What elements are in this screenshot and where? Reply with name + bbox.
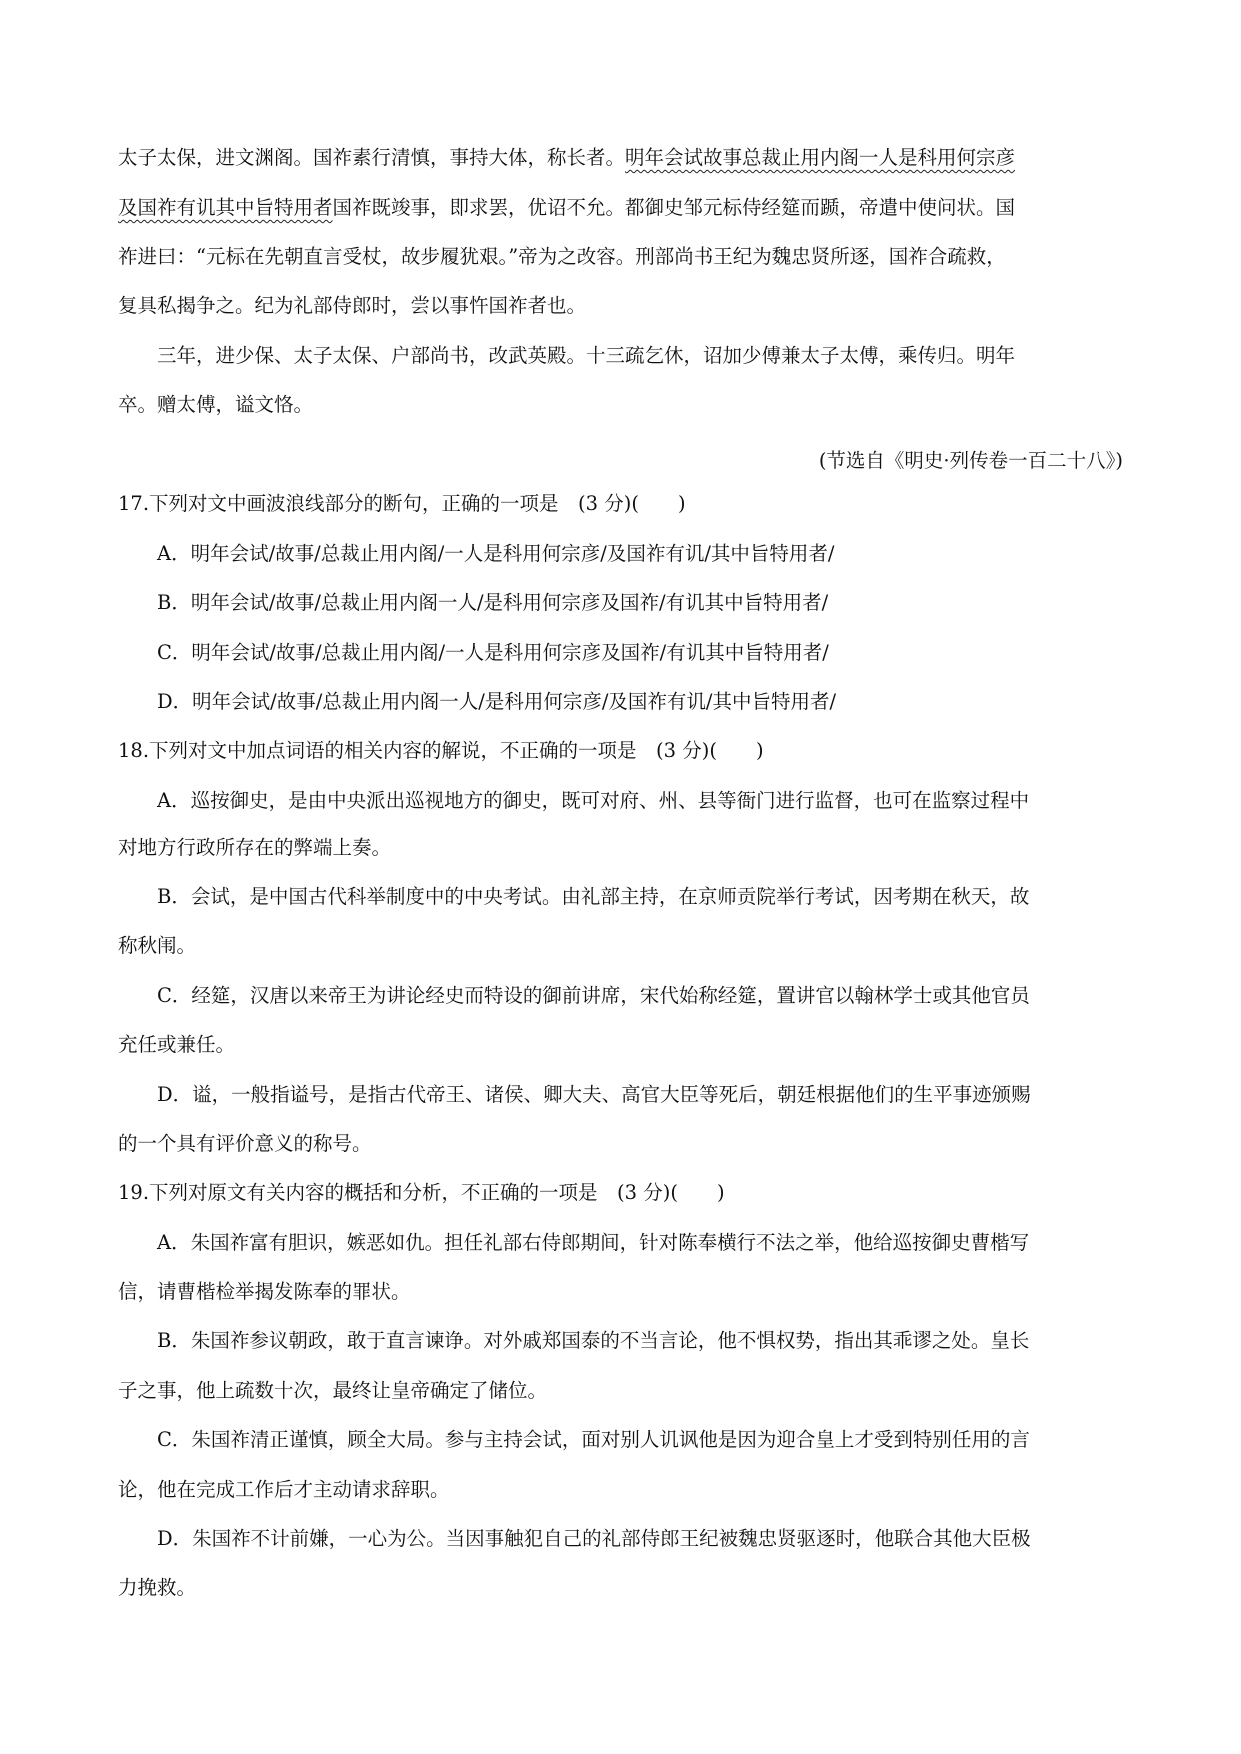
q19-option-b-line1: B．朱国祚参议朝政，敢于直言谏诤。对外戚郑国泰的不当言论，他不惧权势，指出其乖谬之处。皇长 — [157, 1329, 1030, 1352]
q18-option-a-line2: 对地方行政所存在的弊端上奏。 — [118, 836, 392, 859]
q19-option-d-line2: 力挽救。 — [118, 1576, 197, 1599]
passage-line: 祚进曰：“元标在先朝直言受杖，故步履犹艰。”帝为之改容。刑部尚书王纪为魏忠贤所逐，国祚合疏救， — [118, 245, 1006, 268]
q19-option-b-line2: 子之事，他上疏数十次，最终让皇帝确定了储位。 — [118, 1379, 548, 1402]
q17-option-d: D．明年会试/故事/总裁止用内阁一人/是科用何宗彦/及国祚有讥/其中旨特用者/ — [157, 690, 837, 713]
question-19-stem: 19.下列对原文有关内容的概括和分析，不正确的一项是 (3 分)( ) — [118, 1181, 725, 1204]
q19-option-c-line2: 论，他在完成工作后才主动请求辞职。 — [118, 1478, 450, 1501]
question-18-stem: 18.下列对文中加点词语的相关内容的解说，不正确的一项是 (3 分)( ) — [118, 739, 764, 762]
wavy-underlined-text: 及国祚有讥其中旨特用者 — [118, 196, 333, 219]
q17-option-b: B．明年会试/故事/总裁止用内阁一人/是科用何宗彦及国祚/有讥其中旨特用者/ — [157, 591, 829, 614]
q18-option-a-line1: A．巡按御史，是由中央派出巡视地方的御史，既可对府、州、县等衙门进行监督，也可在监察过程中 — [157, 789, 1030, 812]
passage-text: 国祚既竣事，即求罢，优诏不允。都御史邹元标侍经筵而踬，帝遣中使问状。国 — [332, 196, 1016, 219]
q19-option-a-line2: 信，请曹楷检举揭发陈奉的罪状。 — [118, 1280, 411, 1303]
passage-line: 卒。赠太傅，谥文恪。 — [118, 393, 314, 416]
q19-option-c-line1: C．朱国祚清正谨慎，顾全大局。参与主持会试，面对别人讥讽他是因为迎合皇上才受到特别任用的言 — [157, 1428, 1030, 1451]
q19-option-d-line1: D．朱国祚不计前嫌，一心为公。当因事触犯自己的礼部侍郎王纪被魏忠贤驱逐时，他联合其他大臣极 — [157, 1527, 1031, 1550]
q17-option-c: C．明年会试/故事/总裁止用内阁/一人是科用何宗彦及国祚/有讥其中旨特用者/ — [157, 641, 829, 664]
q18-option-d-line2: 的一个具有评价意义的称号。 — [118, 1132, 372, 1155]
passage-line — [118, 148, 1123, 168]
wavy-underlined-text: 明年会试故事总裁止用内阁一人是科用何宗彦 — [625, 146, 1016, 169]
q19-option-a-line1: A．朱国祚富有胆识，嫉恶如仇。担任礼部右侍郎期间，针对陈奉横行不法之举，他给巡按御史曹楷写 — [157, 1231, 1030, 1254]
passage-line: 三年，进少保、太子太保、户部尚书，改武英殿。十三疏乞休，诏加少傅兼太子太傅，乘传归。明年 — [157, 344, 1016, 367]
passage-line: 复具私揭争之。纪为礼部侍郎时，尝以事忤国祚者也。 — [118, 294, 587, 317]
q18-option-b-line1: B．会试，是中国古代科举制度中的中央考试。由礼部主持，在京师贡院举行考试，因考期在秋天，故 — [157, 885, 1030, 908]
passage-text: 太子太保，进文渊阁。国祚素行清慎，事持大体，称长者。 — [118, 146, 626, 169]
q18-option-c-line2: 充任或兼任。 — [118, 1033, 236, 1056]
q18-option-d-line1: D．谥，一般指谥号，是指古代帝王、诸侯、卿大夫、高官大臣等死后，朝廷根据他们的生平事迹颁赐 — [157, 1083, 1031, 1106]
q17-option-a: A．明年会试/故事/总裁止用内阁/一人是科用何宗彦/及国祚有讥/其中旨特用者/ — [157, 542, 835, 565]
q18-option-c-line1: C．经筵，汉唐以来帝王为讲论经史而特设的御前讲席，宋代始称经筵，置讲官以翰林学士或其他官员 — [157, 984, 1030, 1007]
q18-option-b-line2: 称秋闱。 — [118, 934, 197, 957]
question-17-stem: 17.下列对文中画波浪线部分的断句，正确的一项是 (3 分)( ) — [118, 492, 686, 515]
passage-source: (节选自《明史·列传卷一百二十八》) — [818, 449, 1123, 472]
passage-line — [118, 198, 1123, 218]
